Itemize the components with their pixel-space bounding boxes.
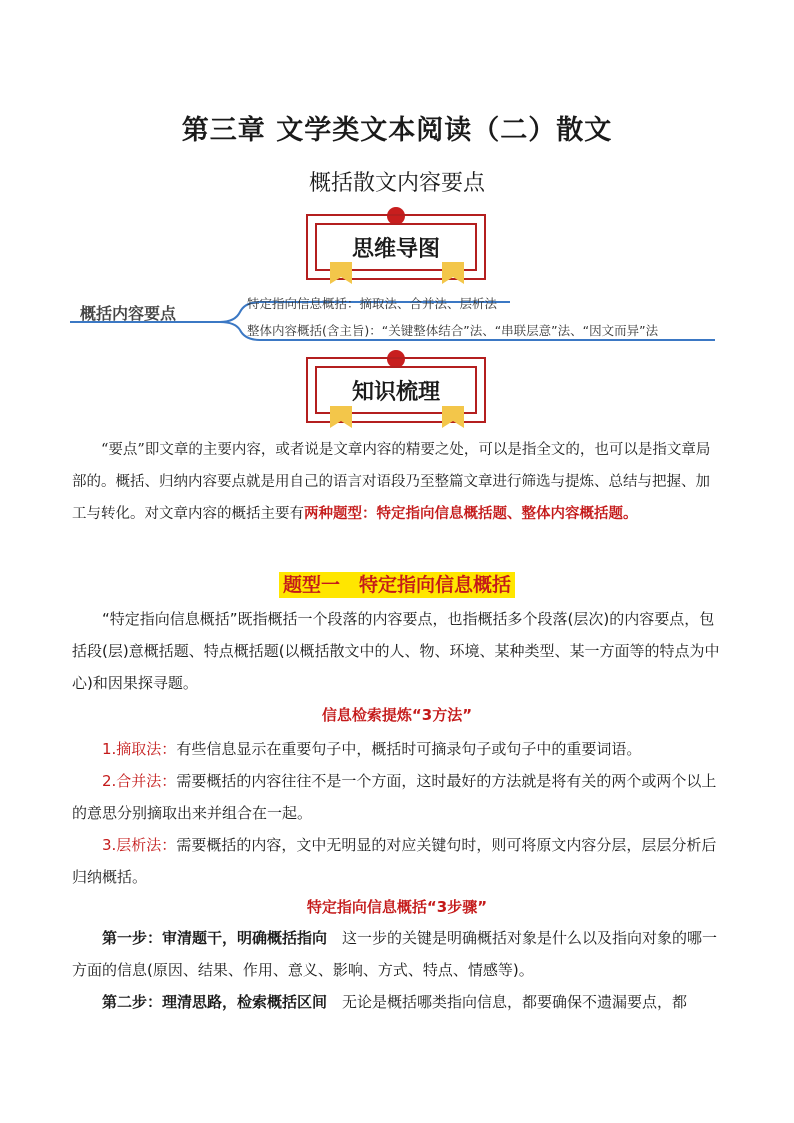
section-body-text: “特定指向信息概括”既指概括一个段落的内容要点，也指概括多个段落(层次)的内容要点，包括段(层)意概括题、特点概括题(以概括散文中的人、物、环境、某种类型、某一方面等的特点为中心)和因果探寻题。 (72, 610, 720, 692)
step-text: 无论是概括哪类指向信息，都要确保不遗漏要点，都 (342, 993, 688, 1011)
methods-list (72, 733, 722, 893)
mindmap-banner-label: 思维导图 (315, 223, 477, 271)
ribbon-icon (442, 406, 464, 428)
intro-highlight: 两种题型：特定指向信息概括题、整体内容概括题。 (304, 505, 638, 522)
knowledge-banner-label: 知识梳理 (315, 366, 477, 414)
steps-heading: 特定指向信息概括“3步骤” (306, 898, 488, 916)
method-label: 2.合并法： (102, 772, 177, 790)
method-text: 需要概括的内容往往不是一个方面，这时最好的方法就是将有关的两个或两个以上的意思分别摘取出来并组合在一起。 (72, 772, 717, 822)
method-label: 3.层析法： (102, 836, 177, 854)
step-text: 这一步的关键是明确概括对象是什么以及指向对象的哪一方面的信息(原因、结果、作用、意义、影响、方式、特点、情感等)。 (72, 929, 718, 979)
intro-text: “要点”即文章的主要内容，或者说是文章内容的精要之处，可以是指全文的，也可以是指文章局部的。概括、归纳内容要点就是用自己的语言对语段乃至整篇文章进行筛选与提炼、总结与把握、加工与转化。对文章内容的概括主要有 (72, 442, 711, 522)
steps-list (72, 922, 722, 1018)
page-subtitle: 概括散文内容要点 (308, 171, 485, 196)
step-label: 第一步： (102, 929, 163, 947)
step-title: 审清题干，明确概括指向 (162, 929, 328, 947)
intro-paragraph (72, 434, 722, 530)
step-item (72, 922, 722, 986)
mindmap-branch-specific: 特定指向信息概括：摘取法、合并法、层析法 (247, 296, 498, 311)
method-label: 1.摘取法： (102, 740, 177, 758)
methods-heading: 信息检索提炼“3方法” (321, 706, 473, 724)
method-item (72, 733, 722, 765)
mindmap-root: 概括内容要点 (80, 304, 177, 323)
step-label: 第二步： (102, 993, 163, 1011)
ribbon-icon (330, 262, 352, 284)
method-text: 需要概括的内容，文中无明显的对应关键句时，则可将原文内容分层，层层分析后归纳概括。 (72, 836, 717, 886)
method-item (72, 829, 722, 893)
section-heading-text: 题型一 特定指向信息概括 (279, 572, 515, 598)
section-heading (0, 570, 794, 597)
section-body (72, 603, 722, 699)
mindmap-branch-overall: 整体内容概括(含主旨)：“关键整体结合”法、“串联层意”法、“因文而异”法 (247, 323, 659, 338)
chapter-title: 第三章 文学类文本阅读（二）散文 (181, 115, 613, 146)
method-text: 有些信息显示在重要句子中，概括时可摘录句子或句子中的重要词语。 (176, 740, 642, 758)
ribbon-icon (330, 406, 352, 428)
method-item (72, 765, 722, 829)
step-title: 理清思路，检索概括区间 (162, 993, 328, 1011)
ribbon-icon (442, 262, 464, 284)
step-item (72, 986, 722, 1018)
